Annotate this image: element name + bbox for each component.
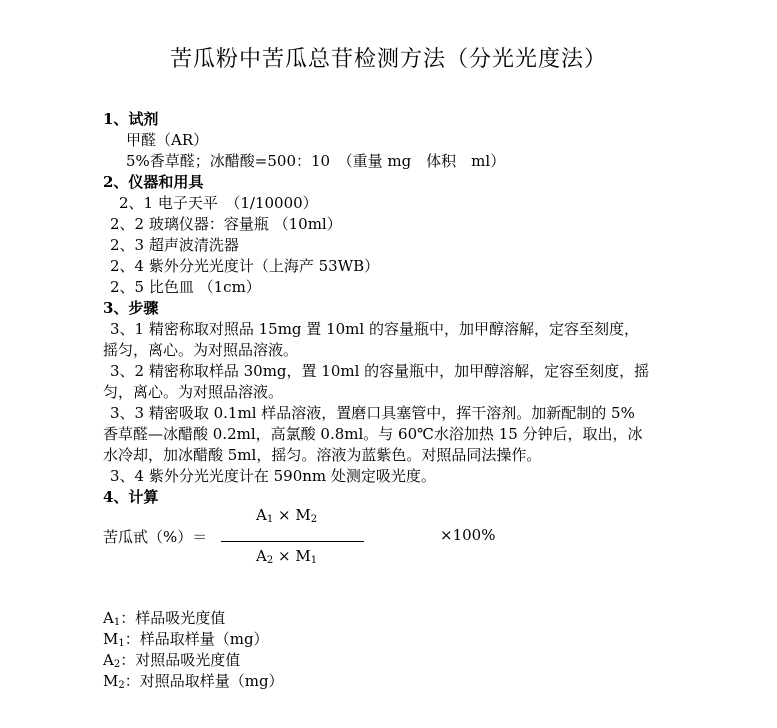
instrument-line: 2、4 紫外分光光度计（上海产 53WB） — [110, 257, 380, 275]
instrument-line: 2、2 玻璃仪器：容量瓶 （10ml） — [110, 215, 342, 233]
procedure-line: 3、2 精密称取样品 30mg，置 10ml 的容量瓶中，加甲醇溶解，定容至刻度，摇 — [110, 362, 650, 380]
procedure-line: 摇匀，离心。为对照品溶液。 — [103, 341, 299, 359]
formula-numerator: $A_1 \times M_2$ — [256, 506, 318, 525]
formula-percent: ×100% — [440, 526, 496, 544]
procedure-line: 3、1 精密称取对照品 15mg 置 10ml 的容量瓶中，加甲醇溶解，定容至刻度， — [110, 320, 639, 338]
legend-item: $M_2$：对照品取样量（mg） — [103, 672, 284, 691]
formula-label: 苦瓜甙（%）＝ — [103, 528, 208, 546]
instrument-line: 2、5 比色皿 （1cm） — [110, 278, 261, 296]
procedure-line: 水冷却，加冰醋酸 5ml，摇匀。溶液为蓝紫色。对照品同法操作。 — [103, 446, 542, 464]
page-title: 苦瓜粉中苦瓜总苷检测方法（分光光度法） — [169, 47, 607, 72]
legend-item: $A_2$：对照品吸光度值 — [103, 651, 241, 670]
procedure-line: 3、3 精密吸取 0.1ml 样品溶液，置磨口具塞管中，挥干溶剂。加新配制的 5% — [110, 404, 635, 422]
procedure-line: 3、4 紫外分光光度计在 590nm 处测定吸光度。 — [110, 467, 436, 485]
reagent-line: 甲醛（AR） — [126, 131, 209, 149]
instrument-line: 2、3 超声波清洗器 — [110, 236, 239, 254]
reagent-line: 5%香草醛；冰醋酸=500：10 （重量 mg 体积 ml） — [126, 152, 506, 170]
section-heading-reagents: 1、试剂 — [103, 110, 159, 128]
legend-item: $M_1$：样品取样量（mg） — [103, 630, 269, 649]
section-heading-procedure: 3、步骤 — [103, 299, 159, 317]
legend-item: $A_1$：样品吸光度值 — [103, 609, 226, 628]
procedure-line: 匀，离心。为对照品溶液。 — [103, 383, 284, 401]
section-heading-calculation: 4、计算 — [103, 488, 159, 506]
procedure-line: 香草醛—冰醋酸 0.2ml，高氯酸 0.8ml。与 60℃水浴加热 15 分钟后，取出，冰 — [103, 425, 643, 443]
fraction-bar — [221, 541, 364, 542]
section-heading-instruments: 2、仪器和用具 — [103, 173, 204, 191]
instrument-line: 2、1 电子天平 （1/10000） — [119, 194, 318, 212]
formula-denominator: $A_2 \times M_1$ — [256, 547, 318, 566]
